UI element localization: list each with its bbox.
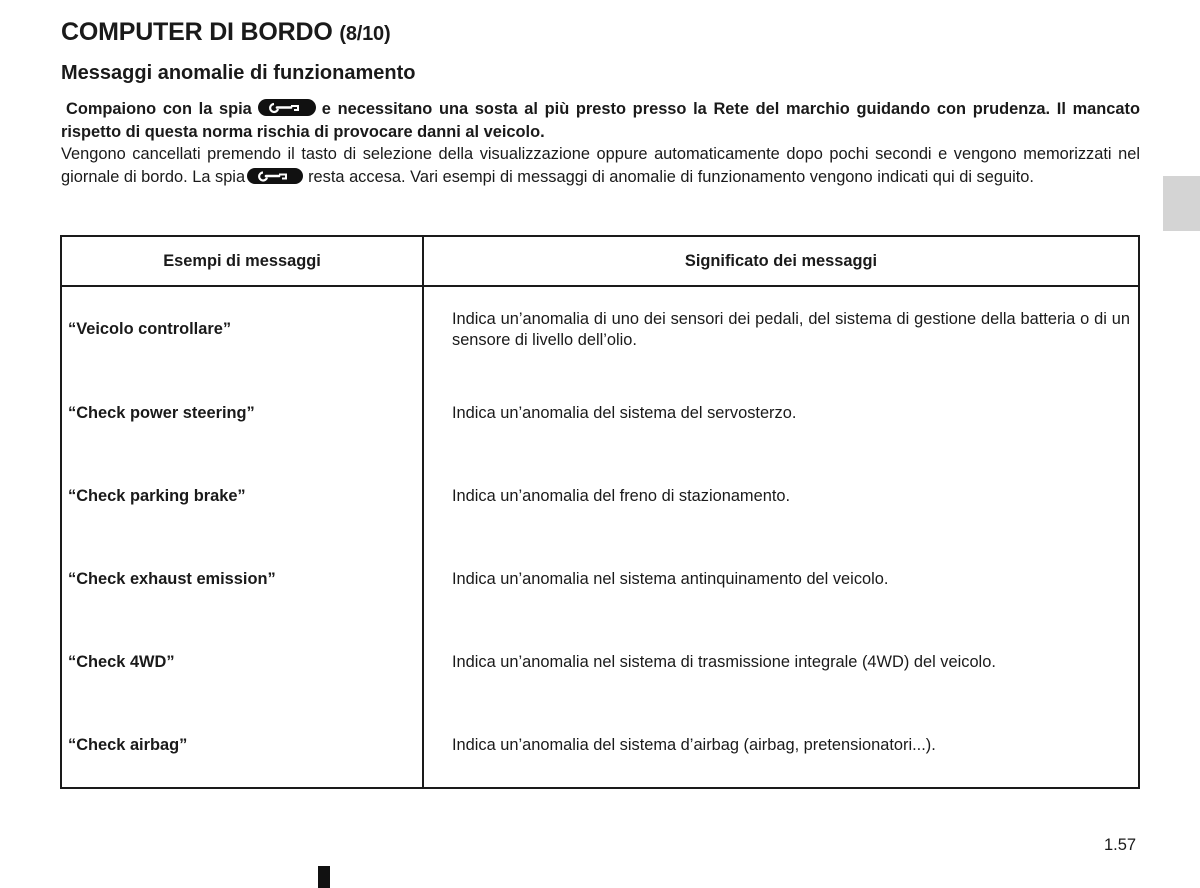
meaning-text: Indica un’anomalia di uno dei sensori dei pedali, del sistema di gestione della batteria o di un sensore di livello dell’olio. <box>452 309 1130 349</box>
meaning-cell <box>423 621 1139 704</box>
table-row <box>61 621 1139 704</box>
message-cell <box>61 621 423 704</box>
table-row <box>61 704 1139 788</box>
meaning-text: Indica un’anomalia nel sistema antinquinamento del veicolo. <box>452 570 889 588</box>
intro-normal-paragraph <box>61 143 1140 188</box>
wrench-warning-icon <box>247 168 303 184</box>
meaning-cell <box>423 455 1139 538</box>
message-text: “Check 4WD” <box>68 653 175 671</box>
print-crop-mark <box>318 866 330 888</box>
table-row <box>61 286 1139 372</box>
table-header-row <box>61 236 1139 286</box>
meaning-cell <box>423 286 1139 372</box>
meaning-cell <box>423 704 1139 788</box>
intro-text <box>61 98 1140 188</box>
message-cell <box>61 704 423 788</box>
message-cell <box>61 286 423 372</box>
intro-bold-paragraph <box>61 98 1140 143</box>
meaning-text: Indica un’anomalia nel sistema di trasmissione integrale (4WD) del veicolo. <box>452 653 996 671</box>
meaning-text: Indica un’anomalia del freno di stazionamento. <box>452 487 791 505</box>
message-cell <box>61 538 423 621</box>
intro-bold-before: Compaiono con la spia <box>66 100 252 118</box>
header-meaning: Significato dei messaggi <box>423 236 1139 286</box>
section-subtitle: Messaggi anomalie di funzionamento <box>61 62 416 84</box>
messages-table <box>60 235 1140 789</box>
message-text: “Check power steering” <box>68 404 255 422</box>
table-row <box>61 372 1139 455</box>
meaning-cell <box>423 538 1139 621</box>
title-text: COMPUTER DI BORDO <box>61 18 333 46</box>
meaning-cell <box>423 372 1139 455</box>
message-text: “Veicolo controllare” <box>68 320 232 338</box>
header-examples: Esempi di messaggi <box>61 236 423 286</box>
message-cell <box>61 372 423 455</box>
wrench-warning-icon <box>258 99 316 116</box>
meaning-text: Indica un’anomalia del sistema d’airbag (airbag, pretensionatori...). <box>452 736 936 754</box>
page-title <box>61 18 390 47</box>
intro-bold-after: e necessitano una sosta al più presto presso la Rete del marchio guidando con prudenza. Il mancato rispetto di questa norma rischia di provocare danni al veicolo. <box>61 100 1140 141</box>
page-number: 1.57 <box>1104 836 1137 854</box>
table-row <box>61 455 1139 538</box>
page-range: (8/10) <box>339 23 391 45</box>
intro-normal-before: Vengono cancellati premendo il tasto di selezione della visualizzazione oppure automaticamente dopo pochi secondi e vengono memorizzati nel giornale di bordo. La spia <box>61 145 1140 186</box>
message-text: “Check airbag” <box>68 736 188 754</box>
message-text: “Check exhaust emission” <box>68 570 276 588</box>
message-text: “Check parking brake” <box>68 487 246 505</box>
intro-normal-after: resta accesa. Vari esempi di messaggi di anomalie di funzionamento vengono indicati qui di seguito. <box>308 167 1034 186</box>
table-row <box>61 538 1139 621</box>
chapter-side-tab <box>1163 176 1200 231</box>
meaning-text: Indica un’anomalia del sistema del servosterzo. <box>452 404 797 422</box>
message-cell <box>61 455 423 538</box>
